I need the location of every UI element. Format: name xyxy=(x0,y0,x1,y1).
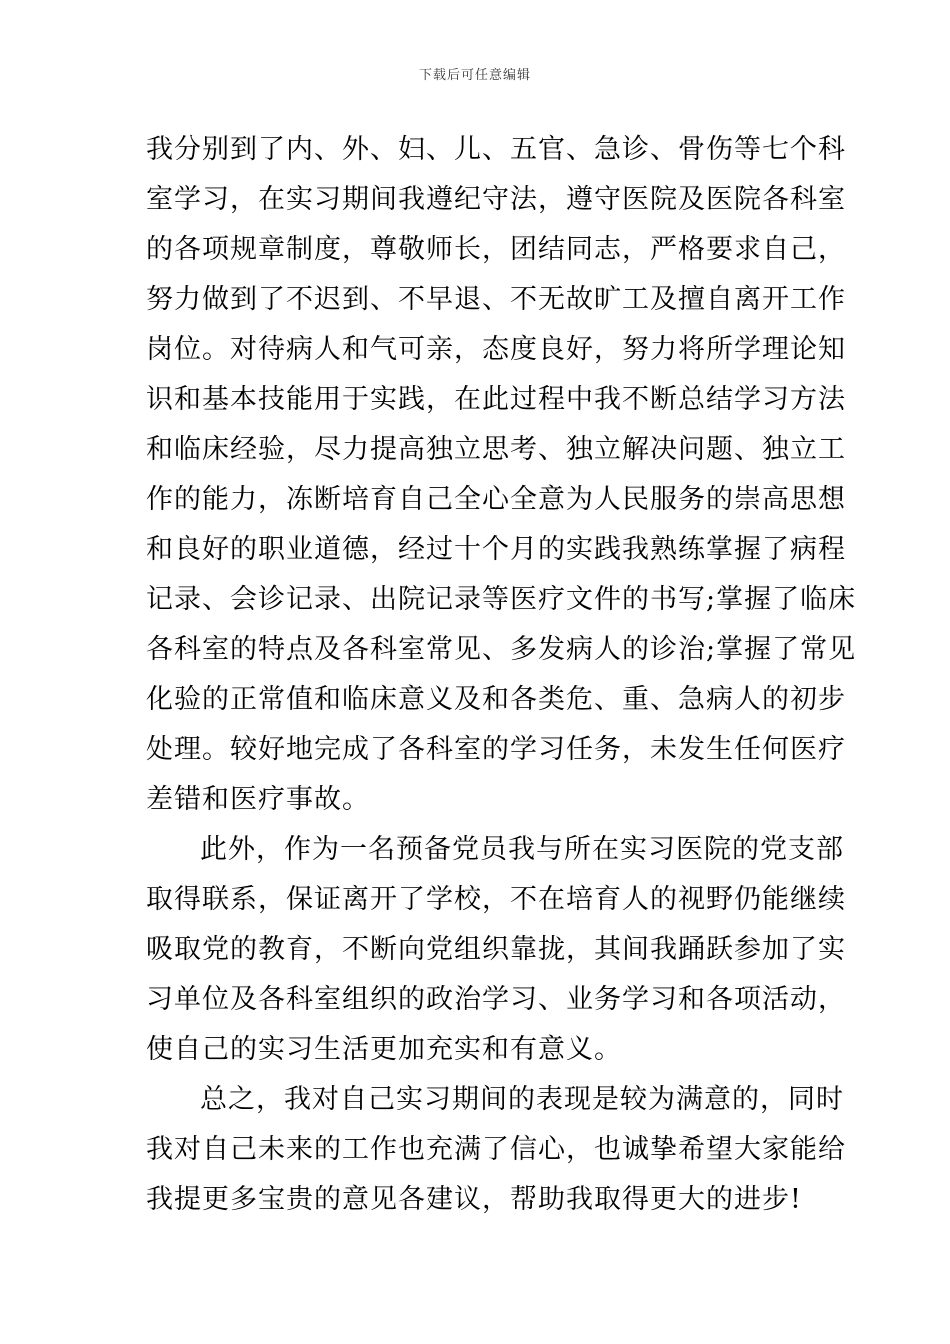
text-line: 和临床经验，尽力提高独立思考、独立解决问题、独立工 xyxy=(146,434,846,465)
text-line: 总之，我对自己实习期间的表现是较为满意的，同时 xyxy=(200,1084,844,1115)
page-header-note: 下载后可任意编辑 xyxy=(418,68,531,83)
text-line: 和良好的职业道德，经过十个月的实践我熟练掌握了病程 xyxy=(146,534,846,565)
document-body xyxy=(146,125,857,1225)
text-line: 我对自己未来的工作也充满了信心，也诚挚希望大家能给 xyxy=(146,1134,846,1165)
text-line: 识和基本技能用于实践，在此过程中我不断总结学习方法 xyxy=(146,384,846,415)
text-line: 我提更多宝贵的意见各建议，帮助我取得更大的进步! xyxy=(146,1184,802,1215)
text-line: 取得联系，保证离开了学校，不在培育人的视野仍能继续 xyxy=(146,884,846,915)
text-line: 的各项规章制度，尊敬师长，团结同志，严格要求自己， xyxy=(146,234,846,265)
text-line: 记录、会诊记录、出院记录等医疗文件的书写;掌握了临床 xyxy=(146,584,857,615)
text-line: 我分别到了内、外、妇、儿、五官、急诊、骨伤等七个科 xyxy=(146,134,846,165)
text-line: 岗位。对待病人和气可亲，态度良好，努力将所学理论知 xyxy=(146,334,846,365)
paragraph-2 xyxy=(146,825,846,1075)
text-line: 习单位及各科室组织的政治学习、业务学习和各项活动， xyxy=(146,984,846,1015)
text-line: 作的能力，冻断培育自己全心全意为人民服务的崇高思想 xyxy=(146,484,846,515)
text-line: 差错和医疗事故。 xyxy=(146,784,370,815)
text-line: 处理。较好地完成了各科室的学习任务，未发生任何医疗 xyxy=(146,734,846,765)
text-line: 室学习，在实习期间我遵纪守法，遵守医院及医院各科室 xyxy=(146,184,846,215)
text-line: 化验的正常值和临床意义及和各类危、重、急病人的初步 xyxy=(146,684,846,715)
text-line: 吸取党的教育，不断向党组织靠拢，其间我踊跃参加了实 xyxy=(146,934,846,965)
text-line: 各科室的特点及各科室常见、多发病人的诊治;掌握了常见 xyxy=(146,634,857,665)
text-line: 使自己的实习生活更加充实和有意义。 xyxy=(146,1034,622,1065)
text-line: 努力做到了不迟到、不早退、不无故旷工及擅自离开工作 xyxy=(146,284,846,315)
paragraph-1 xyxy=(146,125,857,825)
paragraph-3 xyxy=(146,1075,846,1225)
text-line: 此外，作为一名预备党员我与所在实习医院的党支部 xyxy=(200,834,844,865)
